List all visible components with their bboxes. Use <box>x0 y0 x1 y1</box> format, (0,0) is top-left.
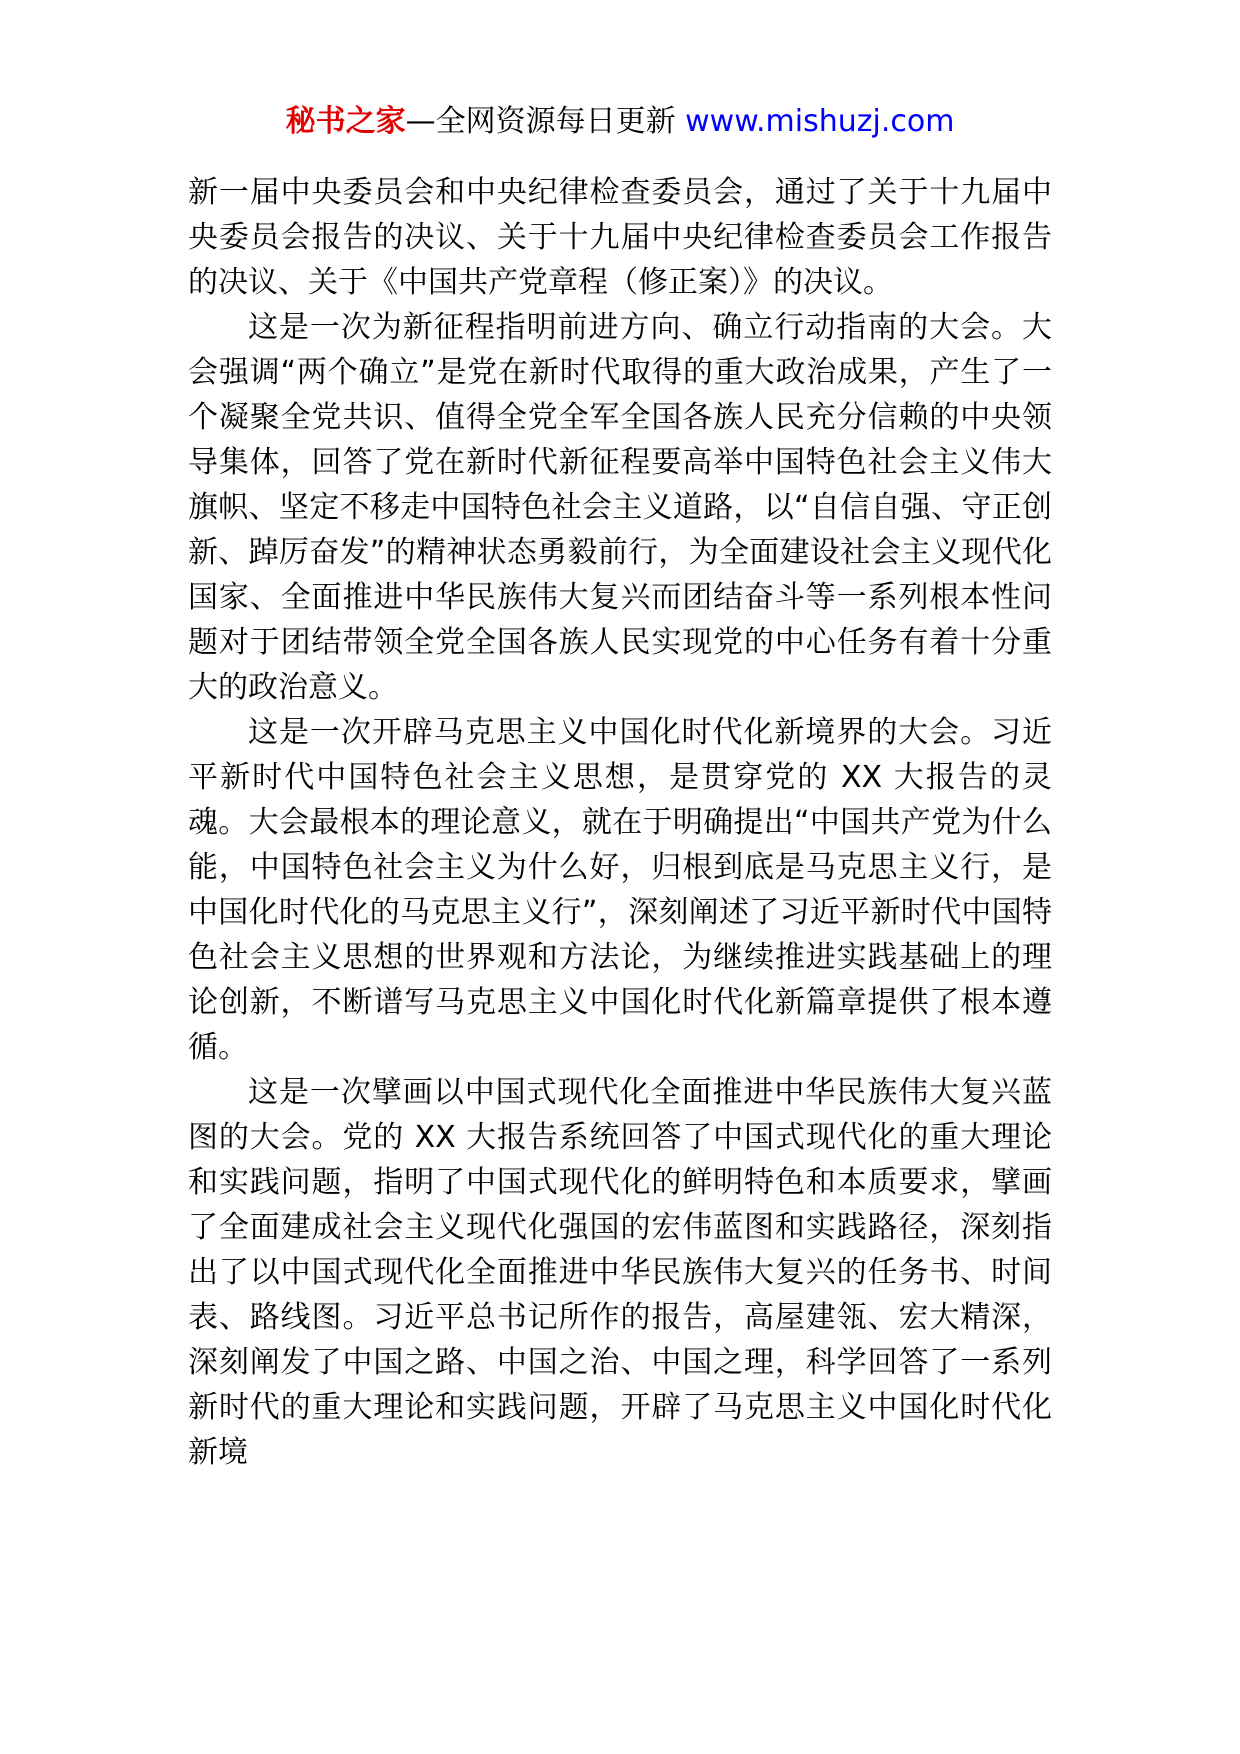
paragraph: 这是一次开辟马克思主义中国化时代化新境界的大会。习近平新时代中国特色社会主义思想，是贯穿党的 XX 大报告的灵魂。大会最根本的理论意义，就在于明确提出“中国共产党为什么能，中国特色社会主义为什么好，归根到底是马克思主义行，是中国化时代化的马克思主义行”，深刻阐述了习近平新时代中国特色社会主义思想的世界观和方法论，为继续推进实践基础上的理论创新，不断谱写马克思主义中国化时代化新篇章提供了根本遵循。 <box>188 715 1052 1065</box>
header-tagline: —全网资源每日更新 <box>405 104 676 139</box>
paragraph: 这是一次擘画以中国式现代化全面推进中华民族伟大复兴蓝图的大会。党的 XX 大报告系统回答了中国式现代化的重大理论和实践问题，指明了中国式现代化的鲜明特色和本质要求，擘画了全面建成社会主义现代化强国的宏伟蓝图和实践路径，深刻指出了以中国式现代化全面推进中华民族伟大复兴的任务书、时间表、路线图。习近平总书记所作的报告，高屋建瓴、宏大精深，深刻阐发了中国之路、中国之治、中国之理，科学回答了一系列新时代的重大理论和实践问题，开辟了马克思主义中国化时代化新境 <box>188 1075 1052 1470</box>
brand-name: 秘书之家 <box>285 104 406 139</box>
paragraph-continued: 新一届中央委员会和中央纪律检查委员会，通过了关于十九届中央委员会报告的决议、关于十九届中央纪律检查委员会工作报告的决议、关于《中国共产党章程（修正案）》的决议。 <box>188 175 1052 300</box>
page-header <box>0 100 1240 144</box>
document-body <box>188 170 1052 1475</box>
paragraph: 这是一次为新征程指明前进方向、确立行动指南的大会。大会强调“两个确立”是党在新时代取得的重大政治成果，产生了一个凝聚全党共识、值得全党全军全国各族人民充分信赖的中央领导集体，回答了党在新时代新征程要高举中国特色社会主义伟大旗帜、坚定不移走中国特色社会主义道路，以“自信自强、守正创新、踔厉奋发”的精神状态勇毅前行，为全面建设社会主义现代化国家、全面推进中华民族伟大复兴而团结奋斗等一系列根本性问题对于团结带领全党全国各族人民实现党的中心任务有着十分重大的政治意义。 <box>188 310 1052 705</box>
site-url-link[interactable]: www.mishuzj.com <box>685 104 955 139</box>
